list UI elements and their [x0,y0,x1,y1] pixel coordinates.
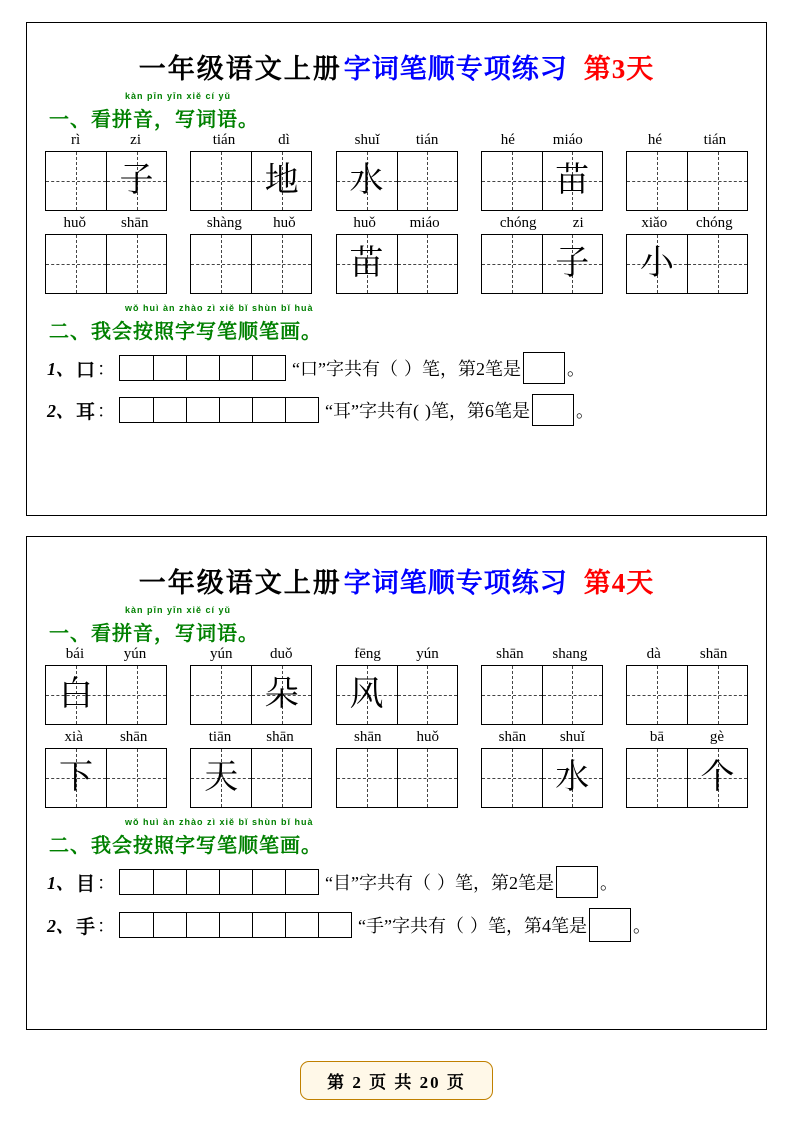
section-one-heading [41,92,752,130]
question-text-before: “口”字共有（ [292,359,398,379]
pinyin-syllable: yún [416,646,439,662]
pinyin-syllable: tián [212,132,236,148]
pinyin-syllable: zi [130,132,141,148]
word-group [45,132,167,211]
stroke-cell[interactable] [120,870,153,894]
question-character: 手 [76,916,96,938]
pinyin-pair [337,215,457,232]
tianzige-box[interactable] [481,748,603,808]
word-group [336,132,458,211]
title-grade-subject: 一年级语文上册 [138,54,342,84]
answer-box[interactable] [532,394,574,426]
pinyin-syllable: xià [64,729,83,745]
tianzige-box[interactable] [481,665,603,725]
stroke-cell[interactable] [285,913,318,937]
title-topic: 字词笔顺专项练习 [343,568,568,598]
pinyin-syllable: huǒ [416,729,439,745]
question-text-before: “目”字共有（ [325,873,431,893]
tianzige-cell[interactable] [627,749,687,807]
cell-character: 地 [264,162,299,199]
word-group [481,646,603,725]
stroke-cell[interactable] [285,870,318,894]
question-text-after: 。 [633,916,651,936]
word-group [190,132,312,211]
pinyin-syllable: xiǎo [641,215,668,231]
tianzige-cell[interactable] [687,152,747,210]
tianzige-cell[interactable] [337,235,397,293]
tianzige-cell[interactable] [337,152,397,210]
answer-box[interactable] [523,352,565,384]
worksheet-sheet-day4 [26,536,767,1030]
pinyin-syllable: fēng [354,646,381,662]
section-two-title: 二、我会按照字写笔顺笔画。 [49,835,322,857]
cell-character: 朵 [264,676,299,713]
stroke-cell[interactable] [186,398,219,422]
tianzige-cell[interactable] [687,666,747,724]
tianzige-cell[interactable] [46,666,106,724]
tianzige-box[interactable] [336,151,458,211]
pinyin-pair [46,729,166,746]
cell-character: 苗 [349,245,384,282]
stroke-cell[interactable] [318,913,351,937]
section-two-pinyin: wǒ huì àn zhào zì xiě bǐ shùn bǐ huà [125,817,314,827]
tianzige-box[interactable] [190,665,312,725]
pinyin-pair [627,646,747,663]
question-colon: ： [97,359,116,379]
pinyin-pair [46,132,166,149]
pinyin-syllable: shān [699,646,728,662]
tianzige-cell[interactable] [687,749,747,807]
worksheet-sheet-day3 [26,22,767,516]
word-row [41,132,752,211]
tianzige-cell[interactable] [627,235,687,293]
question-number: 2、 [47,916,74,936]
question-number: 1、 [47,359,74,379]
tianzige-box[interactable] [45,748,167,808]
question-character: 目 [76,873,96,895]
question-text-mid: ）笔，第2笔是 [437,873,554,893]
tianzige-box[interactable] [45,234,167,294]
cell-character: 子 [555,245,590,282]
tianzige-cell[interactable] [251,235,311,293]
tianzige-cell[interactable] [191,749,251,807]
tianzige-cell[interactable] [251,666,311,724]
tianzige-box[interactable] [481,234,603,294]
question-colon: ： [97,401,116,421]
pinyin-syllable: rì [71,132,81,148]
section-two-heading [41,818,752,856]
cell-character: 天 [204,759,239,796]
pinyin-syllable: duǒ [270,646,293,662]
tianzige-box[interactable] [45,151,167,211]
pinyin-syllable: bā [649,729,665,745]
sheet-title [41,561,752,600]
pinyin-syllable: shān [354,729,382,745]
pinyin-pair [482,132,602,149]
question-text-mid: ）笔，第4笔是 [470,916,587,936]
tianzige-cell[interactable] [106,235,166,293]
tianzige-cell[interactable] [542,235,602,293]
tianzige-cell[interactable] [397,152,457,210]
pinyin-pair [337,729,457,746]
word-row [41,646,752,725]
pinyin-syllable: dà [646,646,661,662]
stroke-cell[interactable] [219,913,252,937]
pinyin-syllable: huǒ [63,215,86,231]
section-one-pinyin: kàn pīn yīn xiě cí yǔ [125,605,232,615]
stroke-question-row [41,908,752,942]
section-one-heading [41,606,752,644]
cell-character: 风 [349,676,384,713]
stroke-cell[interactable] [219,398,252,422]
stroke-cell[interactable] [285,398,318,422]
pinyin-syllable: shān [266,729,294,745]
question-text-mid: )笔，第6笔是 [425,401,530,421]
section-one-title: 一、看拼音，写词语。 [49,623,259,645]
tianzige-cell[interactable] [482,235,542,293]
tianzige-box[interactable] [190,748,312,808]
stroke-cell[interactable] [219,870,252,894]
pinyin-pair [337,646,457,663]
tianzige-box[interactable] [190,234,312,294]
word-group [45,215,167,294]
tianzige-box[interactable] [336,234,458,294]
tianzige-cell[interactable] [542,666,602,724]
cell-character: 子 [119,162,154,199]
question-colon: ： [97,873,116,893]
word-group [481,729,603,808]
tianzige-cell[interactable] [251,749,311,807]
title-topic: 字词笔顺专项练习 [343,54,568,84]
stroke-question-row [41,866,752,898]
stroke-cell[interactable] [153,356,186,380]
tianzige-box[interactable] [626,748,748,808]
stroke-cell[interactable] [252,356,285,380]
pinyin-pair [191,729,311,746]
sheet-title [41,47,752,86]
section-two-title: 二、我会按照字写笔顺笔画。 [49,321,322,343]
tianzige-cell[interactable] [397,749,457,807]
tianzige-box[interactable] [626,665,748,725]
word-group [626,215,748,294]
pinyin-syllable: chóng [695,215,733,231]
tianzige-cell[interactable] [106,749,166,807]
tianzige-box[interactable] [190,151,312,211]
stroke-cell[interactable] [153,870,186,894]
question-text-after: 。 [576,401,594,421]
word-group [481,132,603,211]
pinyin-syllable: shān [498,729,527,745]
stroke-cell[interactable] [252,913,285,937]
cell-character: 水 [555,759,590,796]
tianzige-cell[interactable] [482,666,542,724]
tianzige-cell[interactable] [191,152,251,210]
cell-character: 小 [640,245,674,282]
word-group [190,729,312,808]
pinyin-syllable: yún [123,646,147,662]
stroke-question-row [41,352,752,384]
word-group [190,215,312,294]
question-colon: ： [97,916,116,936]
pinyin-pair [482,215,602,232]
word-group [190,646,312,725]
pinyin-pair [191,215,311,232]
stroke-cell[interactable] [120,913,153,937]
word-group [626,132,748,211]
pinyin-syllable: hé [647,132,662,148]
tianzige-cell[interactable] [397,666,457,724]
tianzige-cell[interactable] [251,152,311,210]
section-two-heading [41,304,752,342]
pinyin-syllable: tiān [208,729,232,745]
title-grade-subject: 一年级语文上册 [138,568,342,598]
pinyin-syllable: miáo [409,215,440,231]
stroke-order-strip[interactable] [119,397,319,423]
tianzige-box[interactable] [626,234,748,294]
stroke-cell[interactable] [252,870,285,894]
word-row [41,215,752,294]
section-one-title: 一、看拼音，写词语。 [49,109,259,131]
section-two-pinyin: wǒ huì àn zhào zì xiě bǐ shùn bǐ huà [125,303,314,313]
word-group [626,646,748,725]
question-character: 耳 [76,401,96,423]
pinyin-pair [482,646,602,663]
cell-character: 个 [700,759,735,796]
word-group [336,646,458,725]
stroke-cell[interactable] [153,913,186,937]
tianzige-cell[interactable] [542,152,602,210]
tianzige-cell[interactable] [397,235,457,293]
pinyin-pair [627,729,747,746]
stroke-order-strip[interactable] [119,912,352,938]
stroke-cell[interactable] [120,356,153,380]
stroke-cell[interactable] [252,398,285,422]
tianzige-cell[interactable] [337,749,397,807]
tianzige-cell[interactable] [337,666,397,724]
pinyin-pair [46,215,166,232]
word-group [626,729,748,808]
pinyin-syllable: yún [210,646,233,662]
page-footer [0,1061,793,1100]
pinyin-pair [627,132,747,149]
tianzige-cell[interactable] [627,152,687,210]
question-text-after: 。 [567,359,585,379]
word-row [41,729,752,808]
tianzige-box[interactable] [336,748,458,808]
stroke-cell[interactable] [186,870,219,894]
tianzige-cell[interactable] [191,666,251,724]
word-group [336,215,458,294]
question-character: 口 [76,359,96,381]
question-text-mid: ）笔，第2笔是 [404,359,521,379]
pinyin-syllable: miáo [552,132,583,148]
tianzige-cell[interactable] [627,666,687,724]
title-day: 第3天 [583,54,655,84]
stroke-cell[interactable] [186,913,219,937]
pinyin-pair [191,132,311,149]
word-group [45,729,167,808]
pinyin-pair [191,646,311,663]
pinyin-syllable: bái [65,646,85,662]
cell-character: 水 [349,162,384,199]
pinyin-syllable: hé [500,132,515,148]
pinyin-syllable: shuǐ [354,132,380,148]
tianzige-cell[interactable] [482,152,542,210]
stroke-cell[interactable] [120,398,153,422]
tianzige-cell[interactable] [542,749,602,807]
word-group [336,729,458,808]
pinyin-syllable: shān [121,215,149,231]
pinyin-syllable: huǒ [273,215,296,231]
pinyin-pair [627,215,747,232]
word-group [45,646,167,725]
answer-box[interactable] [556,866,598,898]
stroke-order-strip[interactable] [119,869,319,895]
stroke-cell[interactable] [186,356,219,380]
pinyin-syllable: tián [703,132,727,148]
question-text-after: 。 [600,873,618,893]
pinyin-pair [46,646,166,663]
tianzige-cell[interactable] [46,749,106,807]
pinyin-syllable: tián [415,132,439,148]
pinyin-pair [482,729,602,746]
cell-character: 下 [59,759,93,796]
pinyin-syllable: shang [552,646,588,662]
question-text-before: “耳”字共有( [325,401,419,421]
word-group [481,215,603,294]
tianzige-cell[interactable] [687,235,747,293]
pinyin-syllable: huǒ [353,215,376,231]
stroke-question-row [41,394,752,426]
question-number: 2、 [47,401,74,421]
tianzige-cell[interactable] [106,152,166,210]
tianzige-cell[interactable] [46,152,106,210]
stroke-order-strip[interactable] [119,355,286,381]
tianzige-box[interactable] [481,151,603,211]
pinyin-syllable: zi [572,215,584,231]
pinyin-syllable: shàng [206,215,242,231]
tianzige-cell[interactable] [46,235,106,293]
question-text-before: “手”字共有（ [358,916,464,936]
pinyin-pair [337,132,457,149]
stroke-cell[interactable] [219,356,252,380]
question-number: 1、 [47,873,74,893]
stroke-cell[interactable] [153,398,186,422]
pinyin-syllable: shān [119,729,148,745]
tianzige-box[interactable] [626,151,748,211]
pinyin-syllable: gè [709,729,725,745]
tianzige-box[interactable] [336,665,458,725]
title-day: 第4天 [583,568,655,598]
pinyin-syllable: dì [278,132,290,148]
pinyin-syllable: shān [496,646,524,662]
tianzige-cell[interactable] [191,235,251,293]
page-number: 第 2 页 共 20 页 [300,1061,493,1100]
pinyin-syllable: shuǐ [559,729,585,745]
cell-character: 苗 [555,162,590,199]
tianzige-box[interactable] [45,665,167,725]
section-one-pinyin: kàn pīn yīn xiě cí yǔ [125,91,232,101]
answer-box[interactable] [589,908,631,942]
cell-character: 白 [59,676,93,713]
tianzige-cell[interactable] [106,666,166,724]
tianzige-cell[interactable] [482,749,542,807]
pinyin-syllable: chóng [499,215,537,231]
